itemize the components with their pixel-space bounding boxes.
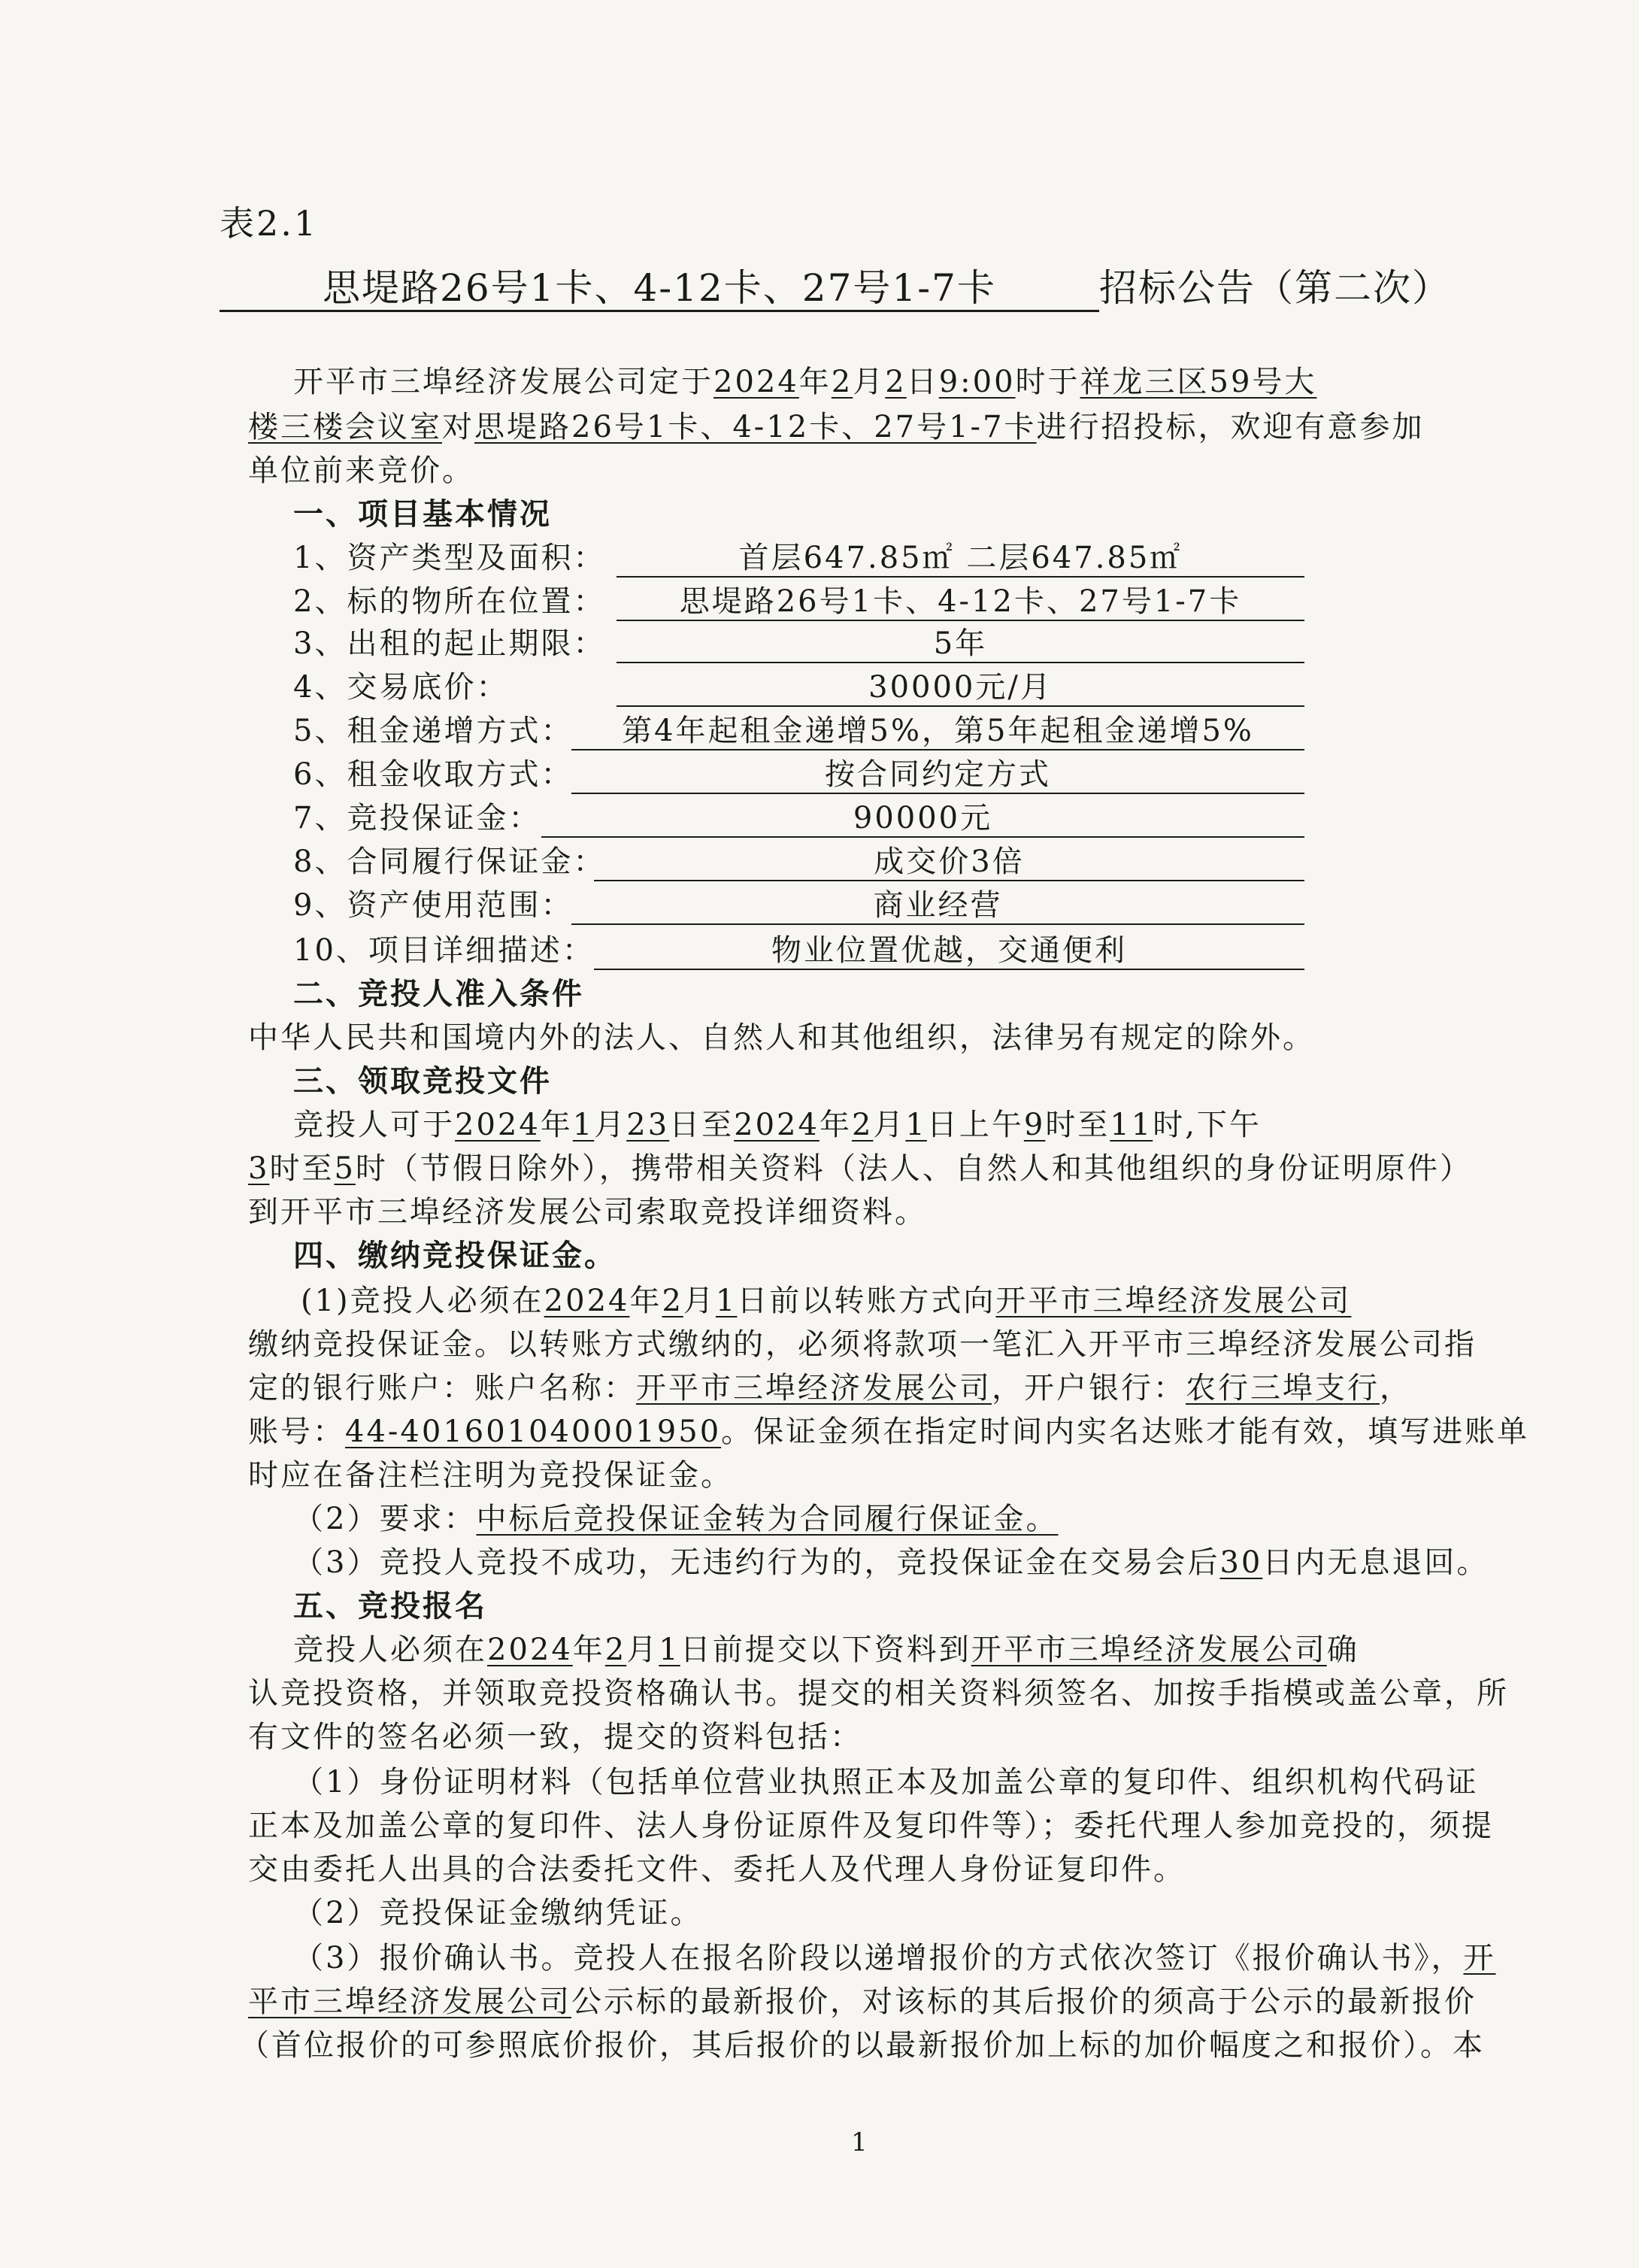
text: 月 xyxy=(873,1108,906,1142)
section-4-p1-line-3 xyxy=(248,1373,1412,1403)
text: （2）要求： xyxy=(293,1502,477,1536)
project-item-6 xyxy=(293,757,1304,794)
item-label: 7、竞投保证金： xyxy=(293,801,541,835)
date-year: 2024 xyxy=(455,1108,541,1142)
hour: 5 xyxy=(334,1151,356,1186)
date-day: 1 xyxy=(905,1108,927,1142)
section-4-heading: 四、缴纳竞投保证金。 xyxy=(293,1239,617,1273)
item-label: 3、出租的起止期限： xyxy=(293,626,606,661)
item-label: 10、项目详细描述： xyxy=(293,933,595,968)
bank-name: 农行三埠支行 xyxy=(1186,1371,1380,1405)
refund-days: 30 xyxy=(1219,1545,1263,1580)
date-month: 1 xyxy=(572,1108,595,1142)
project-item-4 xyxy=(293,672,1304,707)
item-value: 90000元 xyxy=(541,803,1304,838)
intro-text: 年 xyxy=(798,365,832,399)
section-3-line-1 xyxy=(293,1110,1262,1140)
company-name: 开平市三埠经济发展公司 xyxy=(971,1633,1327,1667)
item-value: 30000元/月 xyxy=(617,672,1304,707)
requirement: 中标后竞投保证金转为合同履行保证金。 xyxy=(476,1502,1059,1536)
section-4-p1-line-4 xyxy=(248,1414,1530,1449)
section-3-heading: 三、领取竞投文件 xyxy=(293,1064,552,1099)
date-month: 2 xyxy=(851,1108,874,1142)
section-4-p3 xyxy=(293,1545,1489,1580)
project-item-8 xyxy=(293,844,1304,881)
section-5-item-3-line-3: （首位报价的可参照底价报价，其后报价的以最新报价加上标的加价幅度之和报价）。本 xyxy=(239,2028,1485,2063)
item-value: 商业经营 xyxy=(571,890,1304,925)
text: 年 xyxy=(629,1284,662,1318)
item-value: 首层647.85㎡ 二层647.85㎡ xyxy=(617,543,1304,578)
text: ，开户银行： xyxy=(992,1371,1186,1405)
subject: 思堤路26号1卡、4-12卡、27号1-7卡 xyxy=(474,410,1037,444)
company-name: 平市三埠经济发展公司 xyxy=(248,1984,571,2019)
page-title xyxy=(220,266,1451,312)
date-month: 2 xyxy=(662,1284,683,1318)
item-label: 9、资产使用范围： xyxy=(293,888,574,923)
project-item-3 xyxy=(293,626,1304,663)
text: （3）报价确认书。竞投人在报名阶段以递增报价的方式依次签订《报价确认书》， xyxy=(293,1941,1464,1975)
date-year: 2024 xyxy=(713,365,799,399)
text: 公示标的最新报价，对该标的其后报价的须高于公示的最新报价 xyxy=(571,1984,1477,2019)
intro-text: 开平市三埠经济发展公司定于 xyxy=(293,365,713,399)
intro-line-1 xyxy=(293,367,1316,397)
date-year: 2024 xyxy=(544,1284,630,1318)
item-value: 物业位置优越，交通便利 xyxy=(594,935,1304,970)
section-5-item-3-line-2 xyxy=(248,1984,1477,2019)
text: 时,下午 xyxy=(1153,1108,1262,1142)
section-5-item-1-line-3: 交由委托人出具的合法委托文件、委托人及代理人身份证复印件。 xyxy=(248,1852,1186,1887)
hour: 11 xyxy=(1110,1108,1153,1142)
venue: 祥龙三区59号大 xyxy=(1080,365,1317,399)
section-5-item-3-line-1 xyxy=(293,1943,1495,1973)
text: (1)竞投人必须在 xyxy=(301,1284,544,1318)
section-2-heading: 二、竞投人准入条件 xyxy=(293,977,584,1011)
text: 竞投人可于 xyxy=(293,1108,455,1142)
section-3-line-2 xyxy=(248,1151,1472,1186)
item-label: 6、租金收取方式： xyxy=(293,757,574,792)
item-label: 1、资产类型及面积： xyxy=(293,541,606,575)
project-item-7 xyxy=(293,803,1304,838)
item-label: 8、合同履行保证金： xyxy=(293,844,606,879)
intro-line-3: 单位前来竞价。 xyxy=(248,453,474,488)
title-suffix: 招标公告（第二次） xyxy=(1099,266,1451,310)
item-value: 按合同约定方式 xyxy=(571,760,1304,794)
intro-line-2 xyxy=(248,412,1425,442)
text: 月 xyxy=(626,1633,659,1667)
text: 日前提交以下资料到 xyxy=(680,1633,971,1667)
item-label: 2、标的物所在位置： xyxy=(293,584,606,619)
section-5-p1-line-1 xyxy=(293,1635,1359,1665)
date-day: 2 xyxy=(885,365,907,399)
text: ， xyxy=(1380,1371,1412,1405)
project-item-1 xyxy=(293,543,1304,578)
item-label: 4、交易底价： xyxy=(293,670,509,705)
text: 时（节假日除外），携带相关资料（法人、自然人和其他组织的身份证明原件） xyxy=(355,1151,1472,1186)
text: 日内无息退回。 xyxy=(1262,1545,1489,1580)
section-4-p1-line-1 xyxy=(301,1286,1351,1316)
intro-text: 月 xyxy=(853,365,886,399)
text: 账号： xyxy=(248,1414,345,1449)
text: 定的银行账户：账户名称： xyxy=(248,1371,636,1405)
hour: 3 xyxy=(248,1151,270,1186)
date-day: 1 xyxy=(659,1633,680,1667)
section-2-text: 中华人民共和国境内外的法人、自然人和其他组织，法律另有规定的除外。 xyxy=(248,1020,1315,1055)
date-day: 23 xyxy=(626,1108,670,1142)
table-number: 表2.1 xyxy=(220,203,319,244)
date-day: 1 xyxy=(715,1284,738,1318)
date-year: 2024 xyxy=(487,1633,573,1667)
item-value: 5年 xyxy=(617,629,1304,663)
section-4-p2 xyxy=(293,1504,1058,1534)
time: 9:00 xyxy=(938,365,1016,399)
text: 月 xyxy=(683,1284,716,1318)
section-3-line-3: 到开平市三埠经济发展公司索取竞投详细资料。 xyxy=(248,1195,927,1230)
item-value: 第4年起租金递增5%，第5年起租金递增5% xyxy=(571,716,1304,750)
text: 日前以转账方式向 xyxy=(737,1284,996,1318)
company-name: 开 xyxy=(1463,1941,1496,1975)
account-number: 44-401601040001950 xyxy=(345,1414,722,1449)
text: （3）竞投人竞投不成功，无违约行为的，竞投保证金在交易会后 xyxy=(293,1545,1220,1580)
project-item-5 xyxy=(293,716,1304,750)
text: 时至 xyxy=(269,1151,335,1186)
text: 月 xyxy=(594,1108,627,1142)
project-item-9 xyxy=(293,890,1304,925)
company-name: 开平市三埠经济发展公司 xyxy=(995,1284,1352,1318)
item-value: 思堤路26号1卡、4-12卡、27号1-7卡 xyxy=(617,587,1304,621)
section-5-p1-line-3: 有文件的签名必须一致，提交的资料包括： xyxy=(248,1720,862,1754)
account-name: 开平市三埠经济发展公司 xyxy=(636,1371,992,1405)
intro-text: 对 xyxy=(442,410,474,444)
section-5-p1-line-2: 认竞投资格，并领取竞投资格确认书。提交的相关资料须签名、加按手指模或盖公章，所 xyxy=(248,1676,1509,1711)
date-month: 2 xyxy=(604,1633,627,1667)
intro-text: 日 xyxy=(906,365,939,399)
text: 年 xyxy=(540,1108,573,1142)
section-4-p1-line-2: 缴纳竞投保证金。以转账方式缴纳的，必须将款项一笔汇入开平市三埠经济发展公司指 xyxy=(248,1327,1477,1362)
text: 日至 xyxy=(669,1108,735,1142)
project-item-10 xyxy=(293,935,1304,970)
section-5-item-1-line-2: 正本及加盖公章的复印件、法人身份证原件及复印件等）；委托代理人参加竞投的，须提 xyxy=(248,1809,1494,1843)
text: 年 xyxy=(819,1108,852,1142)
text: 年 xyxy=(572,1633,605,1667)
text: 。保证金须在指定时间内实名达账才能有效，填写进账单 xyxy=(721,1414,1530,1449)
section-4-p1-line-5: 时应在备注栏注明为竞投保证金。 xyxy=(248,1458,733,1493)
text: 确 xyxy=(1326,1633,1359,1667)
text: 时至 xyxy=(1045,1108,1110,1142)
text: 竞投人必须在 xyxy=(293,1633,487,1667)
intro-text: 时于 xyxy=(1015,365,1080,399)
intro-text: 进行招投标，欢迎有意参加 xyxy=(1036,410,1425,444)
text: 日上午 xyxy=(926,1108,1024,1142)
date-month: 2 xyxy=(831,365,853,399)
title-subject: 思堤路26号1卡、4-12卡、27号1-7卡 xyxy=(220,269,1099,312)
page-number: 1 xyxy=(851,2127,870,2157)
venue: 楼三楼会议室 xyxy=(248,410,442,444)
date-year: 2024 xyxy=(734,1108,819,1142)
item-label: 5、租金递增方式： xyxy=(293,714,574,748)
hour: 9 xyxy=(1023,1108,1046,1142)
section-5-heading: 五、竞投报名 xyxy=(293,1589,487,1624)
section-1-heading: 一、项目基本情况 xyxy=(293,497,552,532)
project-item-2 xyxy=(293,584,1304,621)
item-value: 成交价3倍 xyxy=(594,847,1304,881)
section-5-item-2: （2）竞投保证金缴纳凭证。 xyxy=(293,1896,703,1930)
section-5-item-1-line-1: （1）身份证明材料（包括单位营业执照正本及加盖公章的复印件、组织机构代码证 xyxy=(293,1765,1479,1800)
